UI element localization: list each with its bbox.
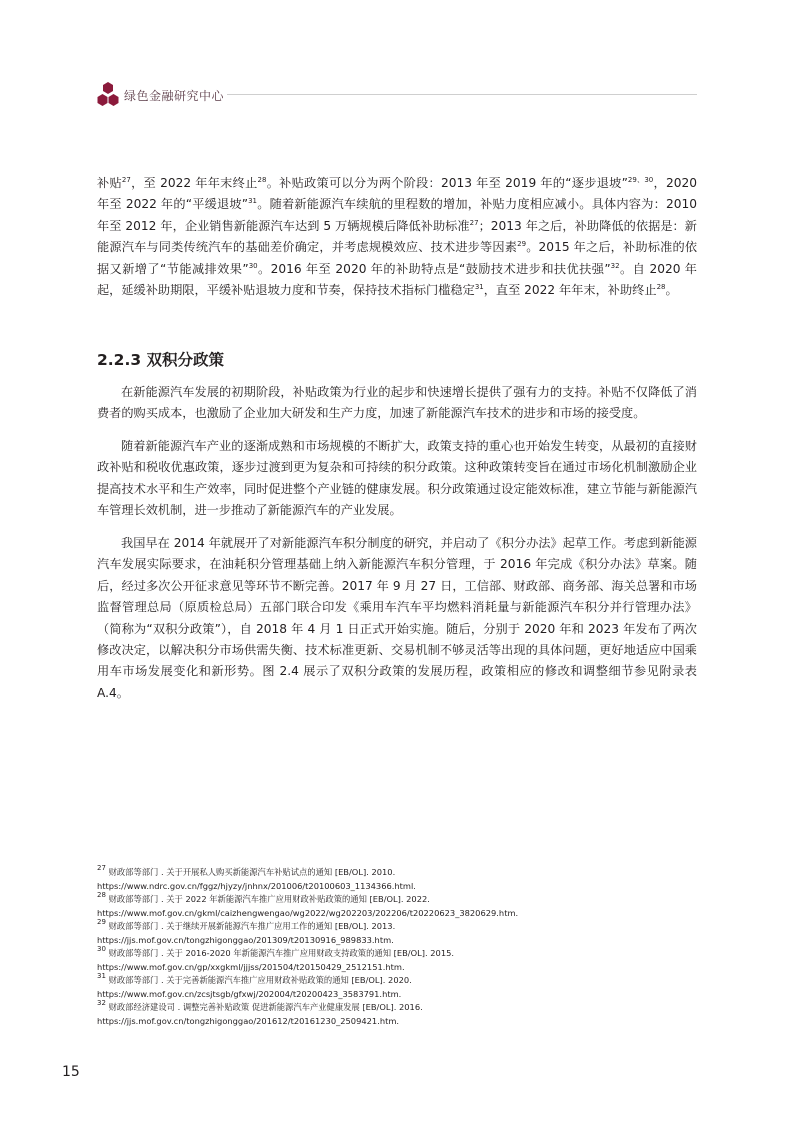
footnote-ref[interactable]: 27	[121, 176, 131, 184]
footnote-ref[interactable]: 30	[248, 261, 258, 270]
footnote-text: $^{31}$ 财政部等部门 . 关于完善新能源汽车推广应用财政补贴政策的通知 [EB/OL]. 2020.	[97, 972, 412, 985]
page-number: 15	[62, 1064, 80, 1080]
footnote-text: $^{27}$ 财政部等部门 . 关于开展私人购买新能源汽车补贴试点的通知 [EB/OL]. 2010.	[97, 864, 396, 877]
footnote-url[interactable]: https://www.mof.gov.cn/gkml/caizhengwengao/wg2022/wg202203/202206/t20220623_3820629.htm.	[97, 907, 519, 918]
footnote-text: $^{30}$ 财政部等部门 . 关于 2016-2020 年新能源汽车推广应用财政支持政策的通知 [EB/OL]. 2015.	[97, 945, 455, 958]
footnote-ref[interactable]: 27	[469, 218, 479, 227]
footnote-ref[interactable]: 32	[610, 261, 620, 270]
footnote-url[interactable]: https://www.mof.gov.cn/gp/xxgkml/jjjss/201504/t20150429_2512151.htm.	[97, 961, 405, 972]
footnote-ref[interactable]: 28	[257, 176, 267, 184]
page-header	[97, 82, 697, 112]
paragraph-subsidy: 补贴$^{27}$，至 2022 年年末终止$^{28}$。补贴政策可以分为两个阶段：2013 年至 2019 年的“逐步退坡”$^{29、30}$，2020 年至 2022 年的“平缓退坡”$^{31}$。随着新能源汽车续航的里程数的增加，补贴力度相应减小。具体内容为：2010 年至 2012 年，企业销售新能源汽车达到 5 万辆规模后降低补助标准$^{27}$；2013 年之后，补助降低的依据是：新能源汽车与同类传统汽车的基础差价确定，并考虑规模效应、技术进步等因素$^{29}$。2015 年之后，补助标准的依据又新增了“节能减排效果”$^{30}$。2016 年至 2020 年的补助特点是“鼓励技术进步和扶优扶强”$^{32}$。自 2020 年起，延缓补助期限，平缓补贴退坡力度和节奏，保持技术指标门槛稳定$^{31}$，直至 2022 年年末，补助终止$^{28}$。	[97, 176, 698, 298]
footnotes	[97, 866, 697, 1028]
org-name: 绿色金融研究中心	[124, 89, 225, 103]
hexagon-logo-icon	[97, 82, 119, 108]
header-divider	[227, 94, 697, 95]
paragraph-transition: 随着新能源汽车产业的逐渐成熟和市场规模的不断扩大，政策支持的重心也开始发生转变，从最初的直接财政补贴和税收优惠政策，逐步过渡到更为复杂和可持续的积分政策。这种政策转变旨在通过市场化机制激励企业提高技术水平和生产效率，同时促进整个产业链的健康发展。积分政策通过设定能效标准，建立节能与新能源汽车管理长效机制，进一步推动了新能源汽车的产业发展。	[97, 439, 697, 518]
footnote-url[interactable]: https://www.ndrc.gov.cn/fggz/hjyzy/jnhnx/201006/t20100603_1134366.html.	[97, 880, 416, 891]
paragraph-intro: 在新能源汽车发展的初期阶段，补贴政策为行业的起步和快速增长提供了强有力的支持。补贴不仅降低了消费者的购买成本，也激励了企业加大研发和生产力度，加速了新能源汽车技术的进步和市场的接受度。	[97, 385, 697, 421]
paragraph-history: 我国早在 2014 年就展开了对新能源汽车积分制度的研究，并启动了《积分办法》起草工作。考虑到新能源汽车发展实际要求，在油耗积分管理基础上纳入新能源汽车积分管理，于 2016 年完成《积分办法》草案。随后，经过多次公开征求意见等环节不断完善。2017 年 9 月 27 日，工信部、财政部、商务部、海关总署和市场监督管理总局（原质检总局）五部门联合印发《乘用车汽车平均燃料消耗量与新能源汽车积分并行管理办法》（简称为“双积分政策”），自 2018 年 4 月 1 日正式开始实施。随后，分别于 2020 年和 2023 年发布了两次修改决定，以解决积分市场供需失衡、技术标准更新、交易机制不够灵活等出现的具体问题，更好地适应中国乘用车市场发展变化和新形势。图 2.4 展示了双积分政策的发展历程，政策相应的修改和调整细节参见附录表 A.4。	[97, 536, 697, 700]
footnote-url[interactable]: https://jjs.mof.gov.cn/tongzhigonggao/201309/t20130916_989833.htm.	[97, 934, 394, 945]
footnote-text: $^{32}$ 财政部经济建设司 . 调整完善补贴政策 促进新能源汽车产业健康发展 [EB/OL]. 2016.	[97, 999, 423, 1012]
footnote-url[interactable]: https://jjs.mof.gov.cn/tongzhigonggao/201612/t20161230_2509421.htm.	[97, 1015, 400, 1026]
footnote-ref[interactable]: 28	[656, 283, 666, 292]
footnote-text: $^{29}$ 财政部等部门 . 关于继续开展新能源汽车推广应用工作的通知 [EB/OL]. 2013.	[97, 918, 396, 931]
section-title: 2.2.3 双积分政策	[97, 351, 225, 369]
footnote-text: $^{28}$ 财政部等部门 . 关于 2022 年新能源汽车推广应用财政补贴政策的通知 [EB/OL]. 2022.	[97, 891, 430, 904]
footnote-ref[interactable]: 29	[517, 240, 527, 249]
footnote-ref[interactable]: 29、30	[627, 176, 654, 184]
footnote-ref[interactable]: 31	[248, 197, 258, 206]
footnote-ref[interactable]: 31	[474, 283, 484, 292]
footnote-url[interactable]: https://www.mof.gov.cn/zcsjtsgb/gfxwj/202004/t20200423_3583791.htm.	[97, 988, 402, 999]
